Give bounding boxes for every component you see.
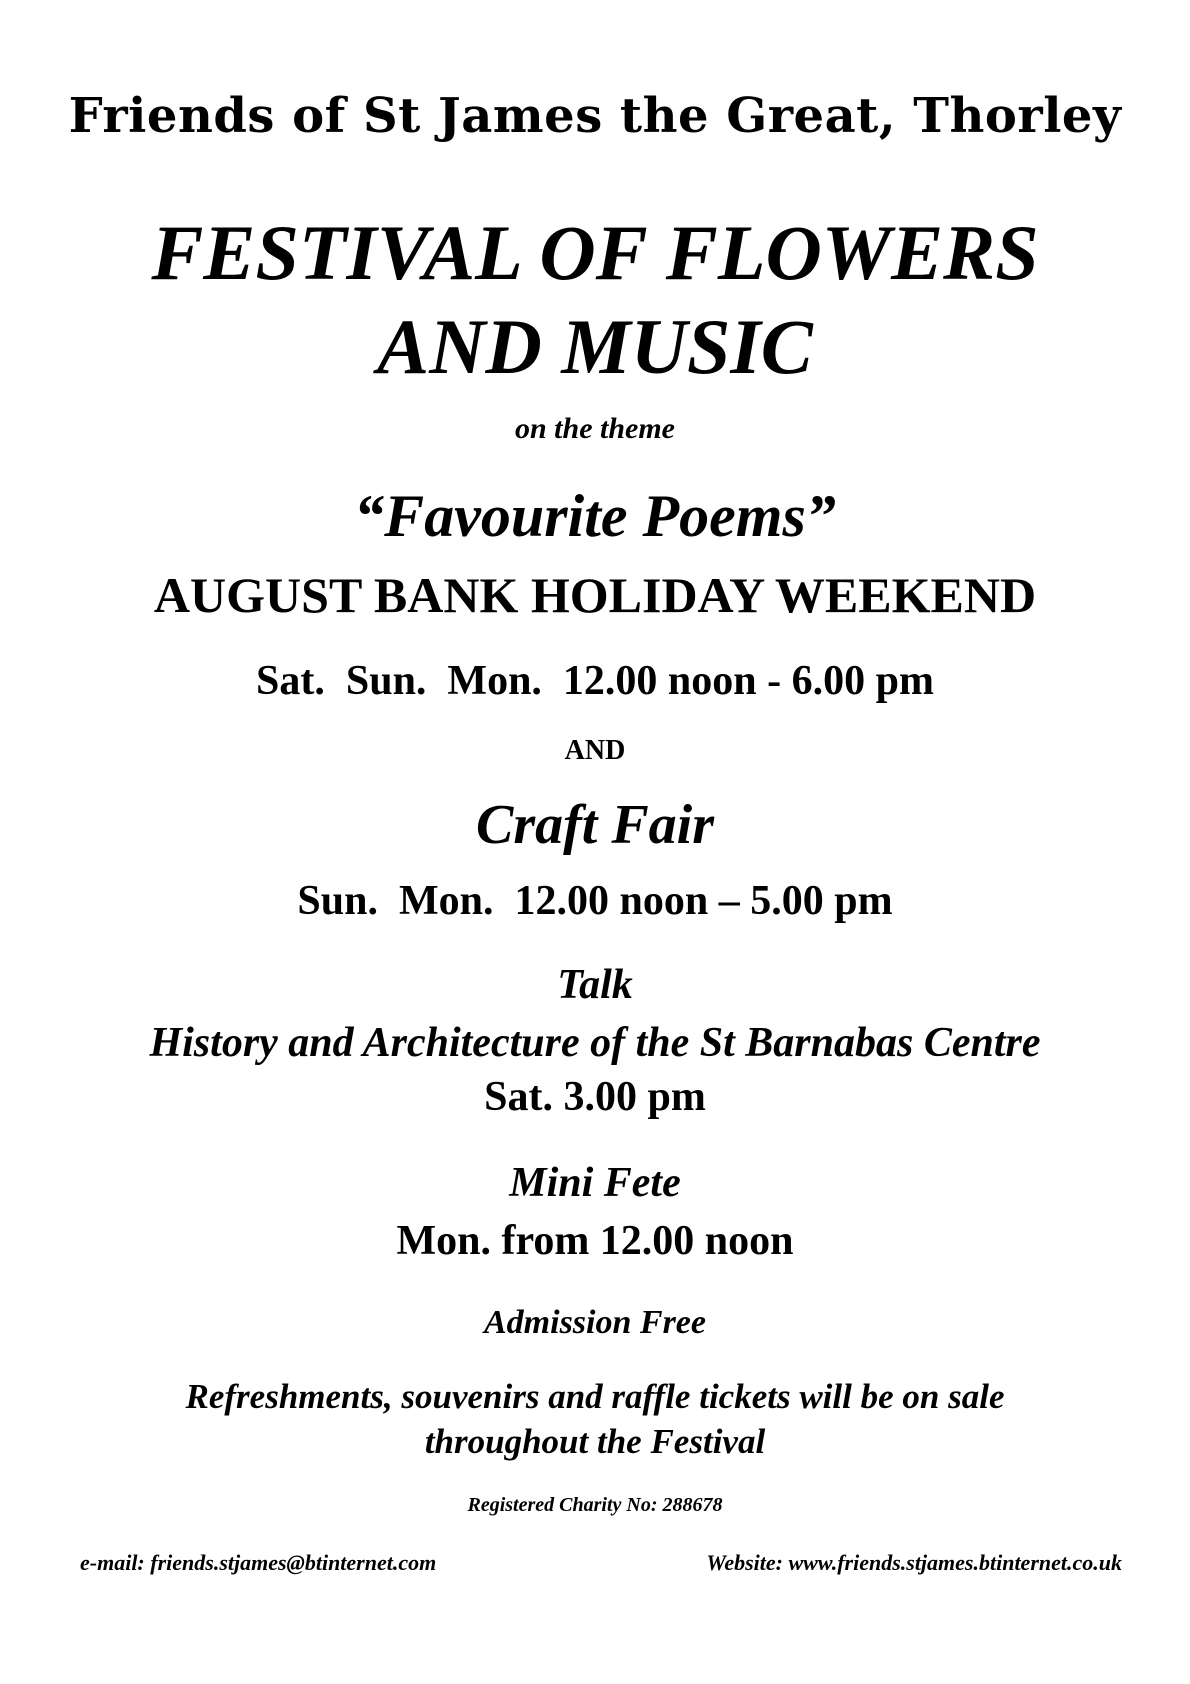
email-contact: e-mail: friends.stjames@btinternet.com <box>80 1550 437 1575</box>
craft-fair-title: Craft Fair <box>475 794 715 856</box>
weekend-heading: AUGUST BANK HOLIDAY WEEKEND <box>153 567 1037 623</box>
refreshments-line-1: Refreshments, souvenirs and raffle tickets will be on sale <box>185 1377 1005 1416</box>
admission-text: Admission Free <box>484 1304 706 1341</box>
festival-times: Sat. Sun. Mon. 12.00 noon - 6.00 pm <box>256 658 934 704</box>
craft-fair-times: Sun. Mon. 12.00 noon – 5.00 pm <box>297 878 893 924</box>
organisation-heading: Friends of St James the Great, Thorley <box>68 88 1122 144</box>
theme-title: “Favourite Poems” <box>354 483 836 549</box>
charity-number: Registered Charity No: 288678 <box>467 1494 723 1516</box>
mini-fete-title: Mini Fete <box>509 1160 681 1206</box>
mini-fete-time: Mon. from 12.00 noon <box>396 1218 794 1264</box>
theme-lead-text: on the theme <box>514 412 675 445</box>
website-contact: Website: www.friends.stjames.btinternet.co.uk <box>706 1550 1122 1575</box>
festival-title-line-1: FESTIVAL OF FLOWERS <box>151 209 1039 296</box>
talk-time: Sat. 3.00 pm <box>484 1074 706 1120</box>
talk-label: Talk <box>557 962 633 1008</box>
and-separator: AND <box>564 735 626 766</box>
refreshments-line-2: throughout the Festival <box>424 1422 766 1461</box>
festival-title-line-2: AND MUSIC <box>377 303 813 390</box>
talk-title: History and Architecture of the St Barnabas Centre <box>149 1020 1041 1066</box>
